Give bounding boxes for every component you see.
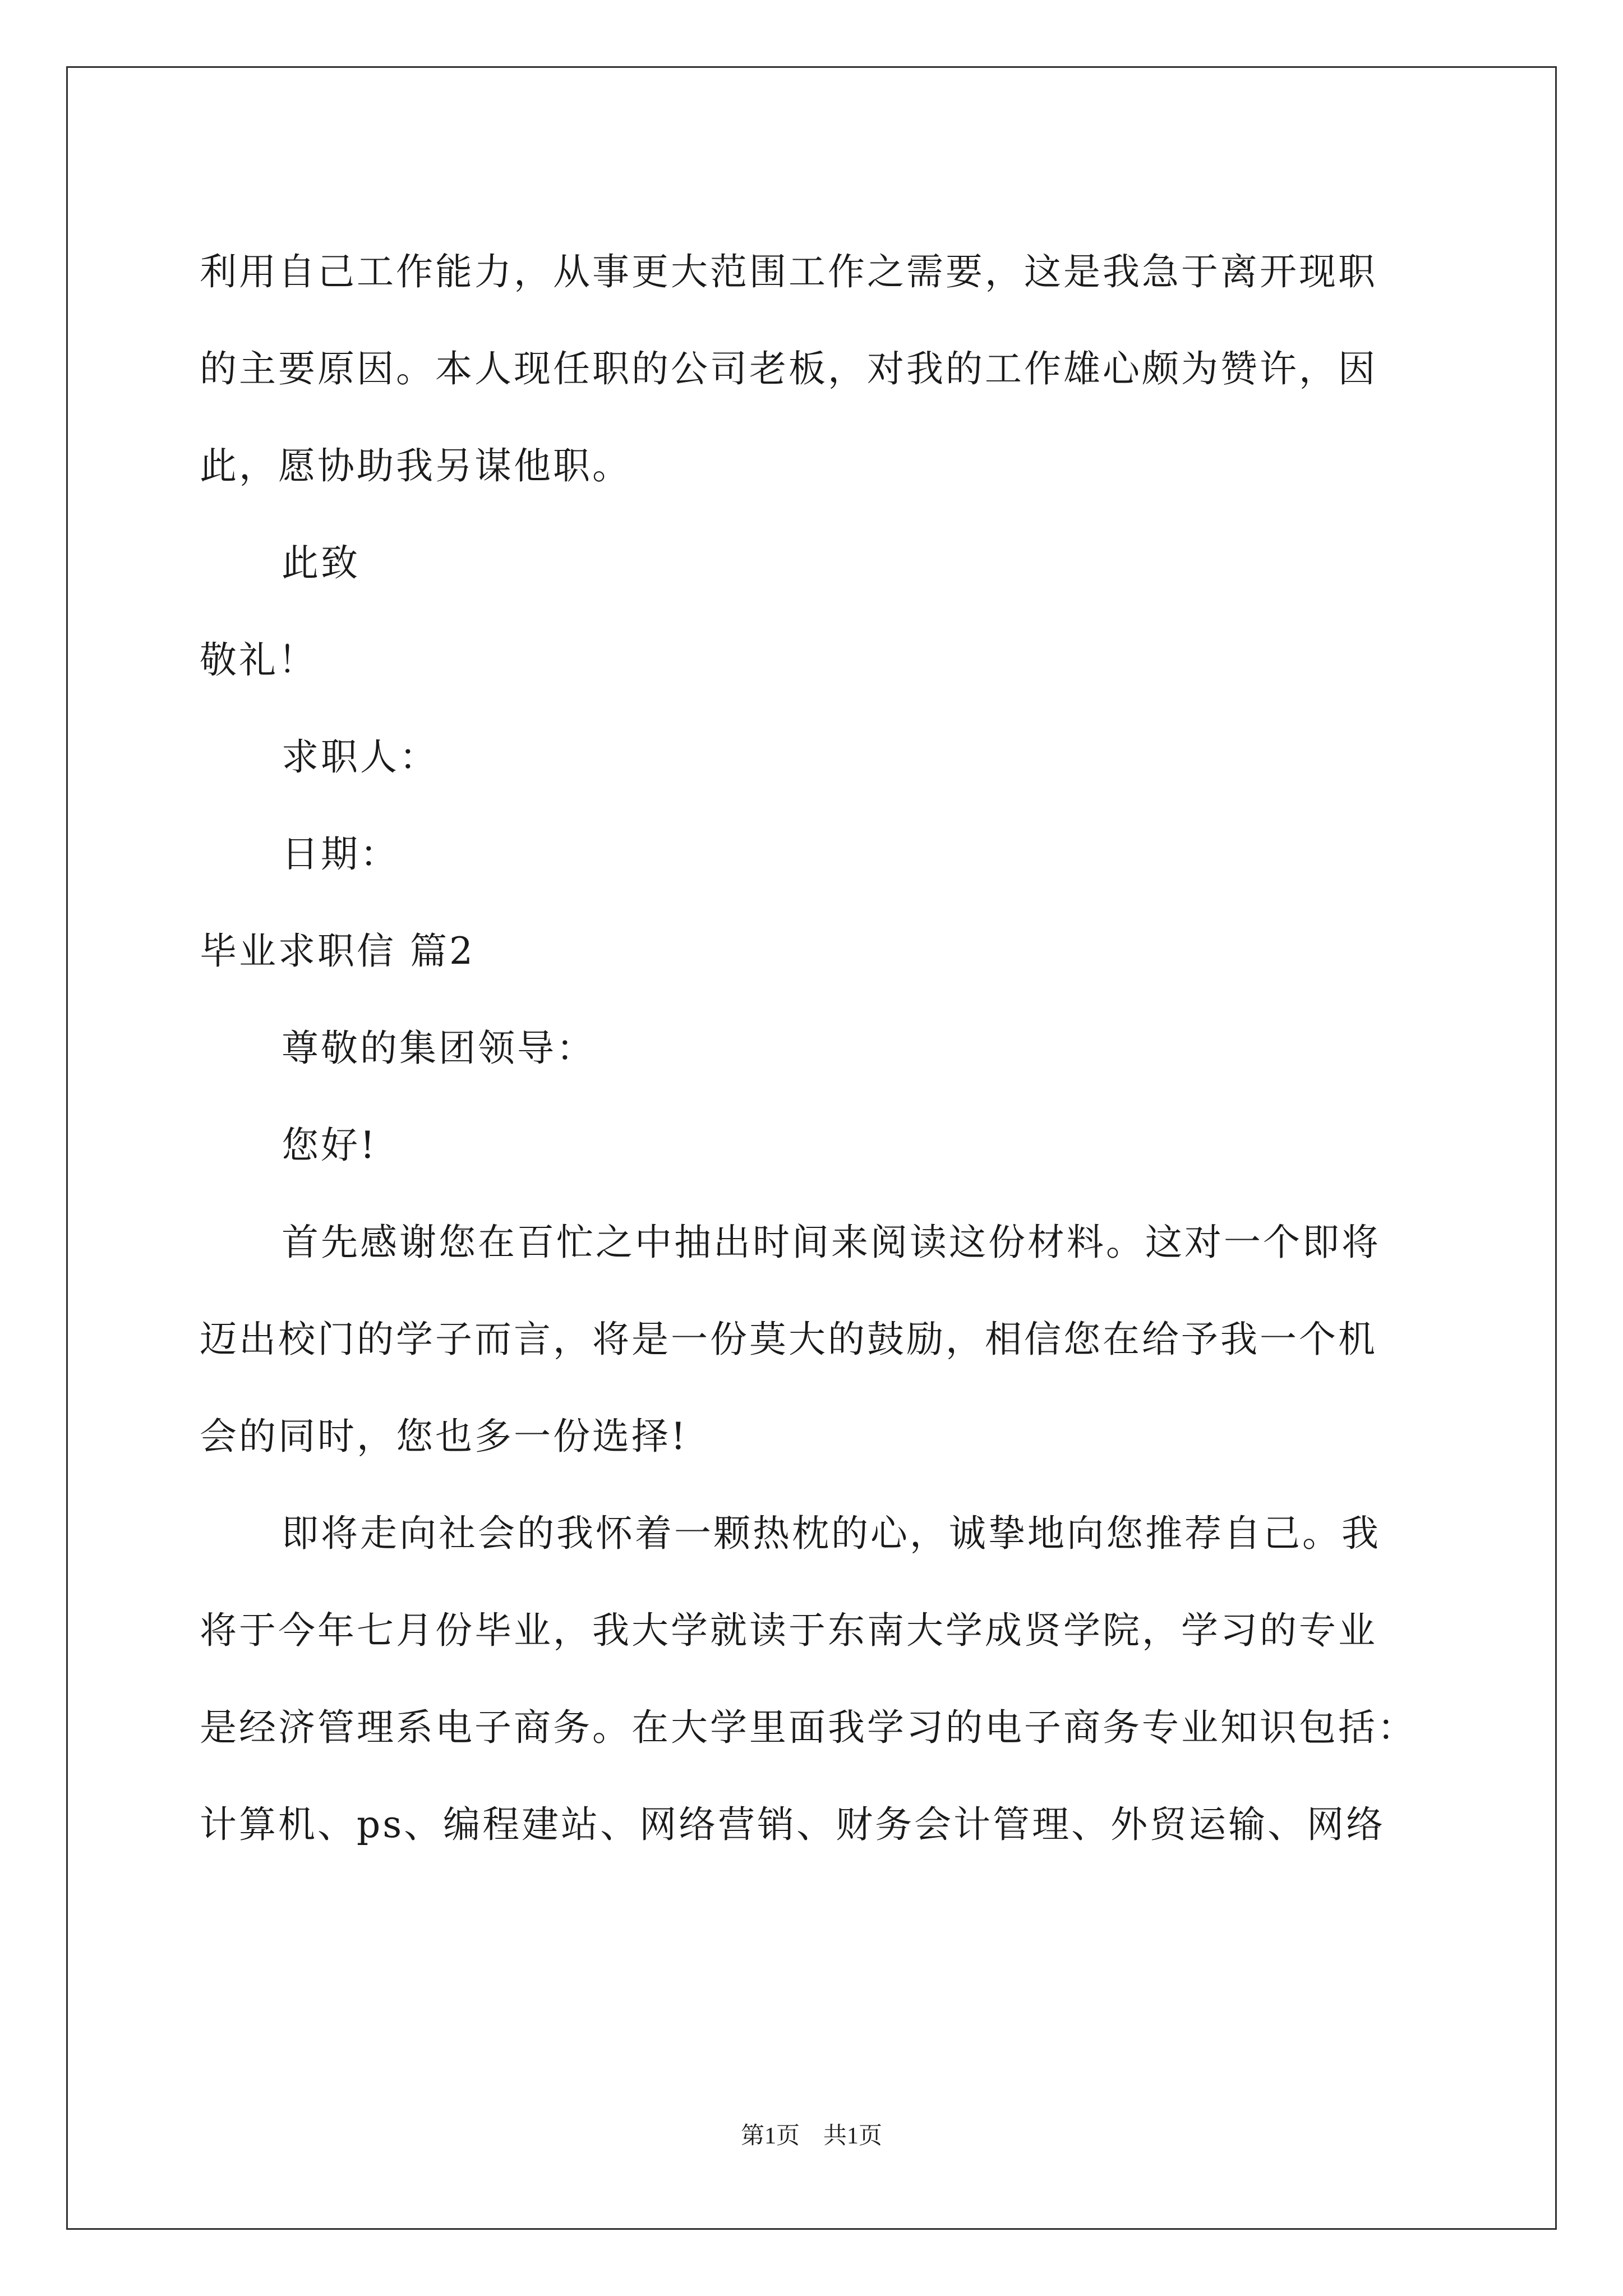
greeting-line: 尊敬的集团领导： — [282, 1027, 596, 1070]
closing-salutation: 此致 — [282, 541, 360, 585]
page-number: 第1页 共1页 — [740, 2123, 882, 2149]
text-line: 首先感谢您在百忙之中抽出时间来阅读这份材料。这对一个即将 — [282, 1221, 1381, 1264]
document-body — [200, 223, 1456, 1873]
text-line: 的主要原因。本人现任职的公司老板，对我的工作雄心颇为赞许，因 — [200, 347, 1377, 390]
text-line: 利用自己工作能力，从事更大范围工作之需要，这是我急于离开现职 — [200, 250, 1377, 293]
date-label: 日期： — [282, 832, 399, 876]
applicant-label: 求职人： — [282, 735, 439, 779]
text-line: 是经济管理系电子商务。在大学里面我学习的电子商务专业知识包括： — [200, 1706, 1417, 1749]
text-line: 将于今年七月份毕业，我大学就读于东南大学成贤学院，学习的专业 — [200, 1609, 1377, 1652]
text-line: 计算机、ps、编程建站、网络营销、财务会计管理、外贸运输、网络 — [200, 1803, 1386, 1846]
text-line: 此，愿协助我另谋他职。 — [200, 444, 631, 487]
section-heading: 毕业求职信 篇2 — [200, 930, 475, 973]
text-line: 迈出校门的学子而言，将是一份莫大的鼓励，相信您在给予我一个机 — [200, 1318, 1377, 1361]
greeting-hello: 您好! — [282, 1124, 377, 1167]
text-line: 即将走向社会的我怀着一颗热枕的心，诚挚地向您推荐自己。我 — [282, 1512, 1381, 1555]
closing-regards: 敬礼！ — [200, 638, 317, 682]
text-line: 会的同时，您也多一份选择! — [200, 1415, 688, 1458]
